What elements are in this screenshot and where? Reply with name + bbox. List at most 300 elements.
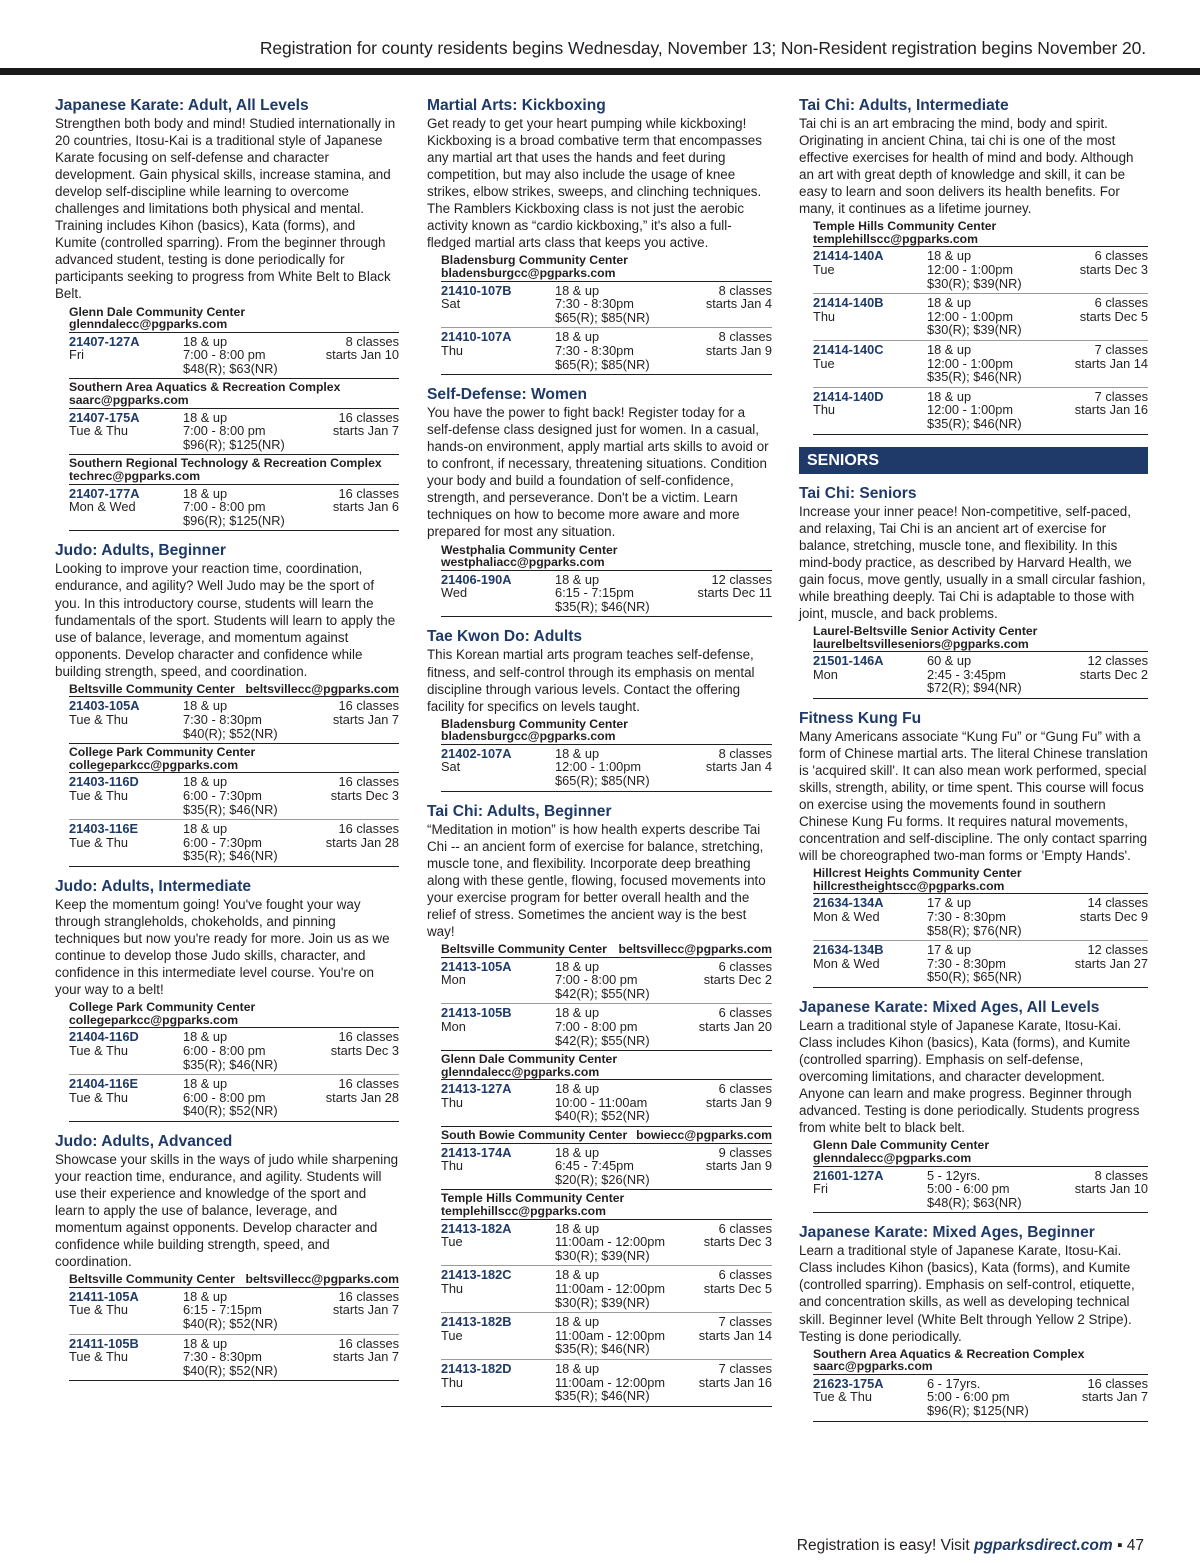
course-code[interactable]: 21411-105A [69, 1288, 139, 1304]
class-days: Thu [441, 1094, 464, 1110]
course-code[interactable]: 21410-107A [441, 329, 512, 345]
class-age: 18 & up [555, 1314, 600, 1330]
location-email-link[interactable]: glenndalecc@pgparks.com [441, 1064, 600, 1079]
class-days: Wed [441, 585, 468, 601]
location-email-link[interactable]: techrec@pgparks.com [69, 469, 201, 484]
class-row [813, 247, 1148, 294]
class-schedule-cell [706, 1082, 772, 1123]
location-header [441, 544, 772, 571]
location-name: Southern Area Aquatics & Recreation Complex [69, 380, 341, 395]
class-detail-cell [555, 1362, 699, 1403]
class-age: 18 & up [927, 295, 972, 311]
class-count: 6 classes [718, 1081, 772, 1097]
class-schedule-cell [333, 1290, 399, 1331]
class-count: 12 classes [1087, 942, 1148, 958]
class-age: 18 & up [555, 1220, 600, 1236]
class-time: 7:30 - 8:30pm [555, 342, 634, 358]
program-section [427, 627, 772, 791]
location-name: Bladensburg Community Center [441, 716, 628, 731]
class-start: starts Dec 3 [703, 1234, 772, 1250]
location-email-link[interactable]: collegeparkcc@pgparks.com [69, 757, 239, 772]
location-email-link[interactable]: beltsvillecc@pgparks.com [245, 681, 399, 696]
course-code[interactable]: 21407-175A [69, 409, 140, 425]
course-code[interactable]: 21407-177A [69, 485, 140, 501]
class-count: 6 classes [718, 958, 772, 974]
class-age: 18 & up [555, 1360, 600, 1376]
location-email-link[interactable]: westphaliacc@pgparks.com [441, 555, 605, 570]
class-days: Mon & Wed [813, 909, 880, 925]
program-description: Tai chi is an art embracing the mind, body and spirit. Originating in ancient China, tai chi is one of the most effective exercises for health of mind and body. Although an art with great depth of knowledge and skill, it can be easy to learn and soon delivers its health benefits. For many, it continues as a lifetime journey. [799, 116, 1134, 217]
class-row [69, 820, 399, 867]
class-schedule-cell [704, 960, 772, 1001]
location-email-link[interactable]: bladensburgcc@pgparks.com [441, 729, 616, 744]
class-row [69, 773, 399, 820]
class-fee: $40(R); $52(NR) [183, 1362, 278, 1378]
course-code[interactable]: 21403-116D [69, 774, 139, 790]
location-block [441, 544, 772, 618]
location-block [69, 683, 399, 744]
class-time: 12:00 - 1:00pm [927, 355, 1014, 371]
program-title: Self-Defense: Women [427, 386, 588, 404]
class-start: starts Dec 9 [1079, 909, 1148, 925]
column-right [799, 94, 1148, 1432]
class-age: 18 & up [555, 329, 600, 345]
class-time: 5:00 - 6:00 pm [927, 1389, 1010, 1405]
program-section [799, 709, 1148, 988]
class-detail-cell [555, 1082, 706, 1123]
course-code[interactable]: 21413-105B [441, 1005, 512, 1021]
program-section [427, 385, 772, 617]
course-code[interactable]: 21634-134B [813, 942, 884, 958]
column-middle [427, 94, 772, 1417]
class-time: 11:00am - 12:00pm [555, 1281, 666, 1297]
footer-url-link[interactable]: pgparksdirect.com [973, 1537, 1113, 1554]
class-count: 7 classes [718, 1360, 772, 1376]
location-block [69, 746, 399, 867]
class-fee: $40(R); $52(NR) [183, 725, 278, 741]
class-days: Tue & Thu [69, 834, 129, 850]
class-fee: $30(R); $39(NR) [927, 275, 1022, 291]
class-days: Sat [441, 759, 461, 775]
class-time: 7:30 - 8:30pm [927, 955, 1006, 971]
location-name: Glenn Dale Community Center [69, 304, 246, 319]
class-time: 6:00 - 7:30pm [183, 787, 262, 803]
class-schedule-cell [326, 822, 399, 863]
class-row [441, 1144, 772, 1191]
class-code-cell [813, 343, 927, 384]
class-schedule-cell [706, 1146, 772, 1187]
class-row [69, 333, 399, 380]
class-detail-cell [555, 747, 706, 788]
class-detail-cell [555, 1315, 699, 1356]
class-time: 7:00 - 8:00 pm [183, 499, 266, 515]
class-schedule-cell [698, 573, 772, 614]
location-email-link[interactable]: collegeparkcc@pgparks.com [69, 1012, 239, 1027]
course-code[interactable]: 21414-140C [813, 342, 884, 358]
class-schedule-cell [1075, 343, 1148, 384]
course-code[interactable]: 21413-182D [441, 1360, 512, 1376]
location-block [441, 1192, 772, 1406]
class-time: 6:00 - 8:00 pm [183, 1089, 266, 1105]
location-email-link[interactable]: saarc@pgparks.com [813, 1359, 933, 1374]
class-schedule-cell [333, 1337, 399, 1378]
location-email-link[interactable]: templehillscc@pgparks.com [441, 1204, 606, 1219]
class-detail-cell [555, 1006, 699, 1047]
column-left [55, 94, 399, 1391]
class-start: starts Jan 9 [705, 342, 772, 358]
class-start: starts Jan 7 [332, 1302, 399, 1318]
class-detail-cell [183, 487, 333, 528]
program-section [55, 541, 399, 866]
course-code[interactable]: 21403-105A [69, 698, 140, 714]
location-header [441, 943, 772, 958]
class-days: Mon & Wed [813, 955, 880, 971]
course-code[interactable]: 21404-116E [69, 1076, 139, 1092]
class-count: 16 classes [338, 1335, 399, 1351]
program-section [55, 877, 399, 1122]
class-fee: $65(R); $85(NR) [555, 309, 650, 325]
class-row [69, 1075, 399, 1122]
class-code-cell [441, 1082, 555, 1123]
class-fee: $40(R); $52(NR) [183, 1316, 278, 1332]
class-days: Tue [441, 1327, 463, 1343]
class-count: 8 classes [718, 282, 772, 298]
class-days: Thu [441, 1158, 464, 1174]
class-detail-cell [927, 896, 1080, 937]
program-description: Learn a traditional style of Japanese Karate, Itosu-Kai. Class includes Kihon (basics), Kata (forms), and Kumite (controlled sparring). Emphasis on self-defense, overcoming limitations, and character development. Anyone can learn and make progress. Beginner through advanced. Testing is done periodically. Students progress from white belt to black belt. [799, 1018, 1140, 1136]
location-name: Beltsville Community Center [69, 1272, 235, 1287]
class-count: 7 classes [1094, 388, 1148, 404]
location-name: Laurel-Beltsville Senior Activity Center [813, 623, 1038, 638]
class-time: 12:00 - 1:00pm [927, 262, 1014, 278]
program-title: Japanese Karate: Mixed Ages, Beginner [799, 1224, 1095, 1242]
class-detail-cell [183, 1077, 326, 1118]
class-age: 6 - 17yrs. [927, 1375, 981, 1391]
location-block [813, 625, 1148, 699]
class-detail-cell [927, 1377, 1082, 1418]
class-row [69, 1335, 399, 1382]
program-title: Judo: Adults, Beginner [55, 542, 226, 560]
location-email-link[interactable]: laurelbeltsvilleseniors@pgparks.com [813, 636, 1029, 651]
class-code-cell [69, 1030, 183, 1071]
course-code[interactable]: 21404-116D [69, 1029, 139, 1045]
location-name: South Bowie Community Center [441, 1128, 628, 1143]
class-days: Mon [813, 666, 838, 682]
class-row [813, 1167, 1148, 1214]
class-code-cell [813, 249, 927, 290]
class-start: starts Jan 14 [1074, 355, 1148, 371]
class-start: starts Dec 2 [1079, 666, 1148, 682]
course-code[interactable]: 21501-146A [813, 653, 884, 669]
course-code[interactable]: 21413-182B [441, 1314, 512, 1330]
location-block [69, 381, 399, 455]
class-row [69, 409, 399, 456]
program-description: This Korean martial arts program teaches self-defense, fitness, and self-control through its emphasis on mental discipline through various levels. Contact the offering facility for specifics on levels taught. [427, 647, 755, 714]
course-code[interactable]: 21413-182C [441, 1267, 512, 1283]
class-age: 18 & up [183, 1288, 228, 1304]
class-schedule-cell [333, 487, 399, 528]
location-header [441, 718, 772, 745]
class-detail-cell [183, 1030, 331, 1071]
program-title: Judo: Adults, Intermediate [55, 877, 252, 895]
class-age: 60 & up [927, 653, 972, 669]
class-row [441, 958, 772, 1005]
class-age: 18 & up [183, 1335, 228, 1351]
class-age: 18 & up [183, 333, 228, 349]
location-block [441, 718, 772, 792]
class-start: starts Jan 7 [332, 711, 399, 727]
course-code[interactable]: 21403-116E [69, 821, 139, 837]
class-row [69, 1028, 399, 1075]
class-code-cell [69, 775, 183, 816]
class-fee: $35(R); $46(NR) [927, 369, 1022, 385]
class-start: starts Jan 20 [698, 1018, 772, 1034]
class-fee: $96(R); $125(NR) [183, 512, 285, 528]
class-fee: $65(R); $85(NR) [555, 773, 650, 789]
class-detail-cell [555, 330, 706, 371]
program-description: You have the power to fight back! Register today for a self-defense class designed just for women. In a casual, hands-on environment, apply martial arts skills to avoid or to confront, if necessary, threatening situations. Condition your body and build a foundation of self-confidence, strength, and perseverance. Don't be a victim. Learn techniques on how to become more aware and more prepared for most any situation. [427, 405, 769, 540]
class-start: starts Dec 3 [1079, 262, 1148, 278]
class-detail-cell [927, 296, 1080, 337]
class-time: 12:00 - 1:00pm [555, 759, 642, 775]
class-code-cell [813, 390, 927, 431]
class-days: Thu [813, 402, 836, 418]
registration-notice: Registration for county residents begins Wednesday, November 13; Non-Resident registration begins November 20. [259, 38, 1146, 58]
class-detail-cell [183, 775, 331, 816]
course-code[interactable]: 21413-182A [441, 1220, 512, 1236]
class-code-cell [69, 699, 183, 740]
location-header [69, 1273, 399, 1288]
course-code[interactable]: 21406-190A [441, 571, 512, 587]
class-days: Mon [441, 972, 466, 988]
class-start: starts Jan 7 [1081, 1389, 1148, 1405]
course-code[interactable]: 21414-140D [813, 388, 884, 404]
class-fee: $35(R); $46(NR) [183, 1056, 278, 1072]
location-email-link[interactable]: templehillscc@pgparks.com [813, 231, 978, 246]
class-days: Tue & Thu [69, 1302, 129, 1318]
location-name: Temple Hills Community Center [813, 219, 997, 234]
class-fee: $42(R); $55(NR) [555, 985, 650, 1001]
course-code[interactable]: 21623-175A [813, 1375, 884, 1391]
class-time: 6:15 - 7:15pm [555, 585, 634, 601]
location-header [441, 254, 772, 281]
class-detail-cell [927, 249, 1080, 290]
location-header [69, 306, 399, 333]
class-days: Tue & Thu [69, 1089, 129, 1105]
class-days: Fri [813, 1181, 828, 1197]
class-age: 18 & up [183, 1029, 228, 1045]
class-detail-cell [555, 1268, 704, 1309]
class-fee: $20(R); $26(NR) [555, 1171, 650, 1187]
class-count: 7 classes [1094, 342, 1148, 358]
location-block [813, 867, 1148, 988]
class-count: 16 classes [338, 485, 399, 501]
location-email-link[interactable]: bladensburgcc@pgparks.com [441, 265, 616, 280]
course-code[interactable]: 21407-127A [69, 333, 140, 349]
class-row [441, 1313, 772, 1360]
class-age: 18 & up [927, 248, 972, 264]
class-fee: $35(R); $46(NR) [183, 801, 278, 817]
class-start: starts Jan 4 [705, 759, 772, 775]
class-days: Tue [441, 1234, 463, 1250]
course-code[interactable]: 21414-140A [813, 248, 884, 264]
class-age: 18 & up [555, 958, 600, 974]
class-count: 16 classes [338, 774, 399, 790]
class-fee: $48(R); $63(NR) [927, 1194, 1022, 1210]
class-schedule-cell [1080, 896, 1148, 937]
class-age: 5 - 12yrs. [927, 1167, 981, 1183]
class-time: 6:15 - 7:15pm [183, 1302, 262, 1318]
program-description: Increase your inner peace! Non-competitive, self-paced, and relaxing, Tai Chi is an ancient art of exercise for balance, stretching, muscle tone, and flexibility. In this mind-body practice, as described by Harvard Health, we gain focus, move gently, usually in a small circular fashion, while breathing deeply. Tai Chi is adaptable to those with joint, muscle, and back problems. [799, 503, 1146, 621]
class-code-cell [441, 330, 555, 371]
location-block [441, 1129, 772, 1190]
class-code-cell [441, 1146, 555, 1187]
class-code-cell [441, 1006, 555, 1047]
class-detail-cell [183, 1337, 333, 1378]
class-schedule-cell [706, 330, 772, 371]
class-count: 16 classes [338, 1029, 399, 1045]
program-section [799, 484, 1148, 699]
class-count: 8 classes [718, 745, 772, 761]
class-detail-cell [927, 390, 1075, 431]
class-row [813, 388, 1148, 435]
course-code[interactable]: 21413-105A [441, 958, 512, 974]
class-days: Tue & Thu [69, 1349, 129, 1365]
location-email-link[interactable]: glenndalecc@pgparks.com [813, 1150, 972, 1165]
class-start: starts Jan 6 [332, 499, 399, 515]
class-fee: $30(R); $39(NR) [555, 1294, 650, 1310]
class-code-cell [813, 896, 927, 937]
class-row [813, 294, 1148, 341]
class-row [813, 341, 1148, 388]
class-fee: $96(R); $125(NR) [927, 1402, 1029, 1418]
location-header [813, 220, 1148, 247]
class-code-cell [69, 1337, 183, 1378]
class-code-cell [441, 1315, 555, 1356]
location-name: Glenn Dale Community Center [441, 1052, 618, 1067]
program-title: Judo: Adults, Advanced [55, 1132, 233, 1150]
class-time: 7:00 - 8:00 pm [183, 423, 266, 439]
location-header [813, 625, 1148, 652]
class-days: Thu [813, 308, 836, 324]
class-days: Tue & Thu [69, 787, 129, 803]
location-email-link[interactable]: beltsvillecc@pgparks.com [245, 1272, 399, 1287]
course-code[interactable]: 21601-127A [813, 1167, 884, 1183]
location-email-link[interactable]: bowiecc@pgparks.com [636, 1128, 772, 1143]
location-block [69, 1001, 399, 1122]
class-count: 6 classes [1094, 295, 1148, 311]
class-count: 8 classes [345, 333, 399, 349]
class-count: 12 classes [1087, 653, 1148, 669]
class-code-cell [441, 573, 555, 614]
location-email-link[interactable]: beltsvillecc@pgparks.com [618, 941, 772, 956]
location-email-link[interactable]: saarc@pgparks.com [69, 393, 189, 408]
class-count: 14 classes [1087, 895, 1148, 911]
class-time: 2:45 - 3:45pm [927, 666, 1006, 682]
class-fee: $48(R); $63(NR) [183, 360, 278, 376]
class-age: 18 & up [183, 821, 228, 837]
class-start: starts Jan 9 [705, 1094, 772, 1110]
class-fee: $72(R); $94(NR) [927, 680, 1022, 696]
class-time: 11:00am - 12:00pm [555, 1327, 666, 1343]
class-code-cell [69, 1077, 183, 1118]
class-fee: $65(R); $85(NR) [555, 356, 650, 372]
class-time: 6:00 - 8:00 pm [183, 1042, 266, 1058]
location-email-link[interactable]: glenndalecc@pgparks.com [69, 317, 228, 332]
class-detail-cell [927, 943, 1075, 984]
program-section [427, 802, 772, 1407]
class-age: 18 & up [555, 1267, 600, 1283]
class-fee: $30(R); $39(NR) [555, 1247, 650, 1263]
program-title: Tai Chi: Adults, Intermediate [799, 97, 1009, 114]
class-days: Tue & Thu [69, 423, 129, 439]
header-rule [0, 68, 1200, 75]
class-row [813, 894, 1148, 941]
class-count: 12 classes [711, 571, 772, 587]
class-fee: $40(R); $52(NR) [183, 1103, 278, 1119]
class-days: Thu [441, 342, 464, 358]
location-header [441, 1053, 772, 1080]
class-code-cell [441, 1362, 555, 1403]
class-code-cell [69, 822, 183, 863]
course-code[interactable]: 21634-134A [813, 895, 884, 911]
class-detail-cell [183, 699, 333, 740]
class-row [69, 1288, 399, 1335]
seniors-section-band: SENIORS [799, 447, 1148, 474]
class-code-cell [813, 654, 927, 695]
location-header [441, 1129, 772, 1144]
program-description: Get ready to get your heart pumping while kickboxing! Kickboxing is a broad combative term that encompasses any martial art that uses the hands and feet during competition, but may also include the usage of knee strikes, elbow strikes, sweeps, and clinching techniques. The Ramblers Kickboxing class is not just the aerobic activity known as “cardio kickboxing,” it's also a full-fledged martial arts class that keeps you active. [427, 116, 762, 251]
class-schedule-cell [331, 775, 399, 816]
location-name: Temple Hills Community Center [441, 1191, 625, 1206]
class-row [441, 1004, 772, 1051]
location-email-link[interactable]: hillcrestheightscc@pgparks.com [813, 878, 1005, 893]
location-block [69, 306, 399, 380]
program-section [799, 998, 1148, 1213]
class-schedule-cell [1075, 1169, 1148, 1210]
course-code[interactable]: 21413-174A [441, 1144, 512, 1160]
class-schedule-cell [699, 1362, 772, 1403]
class-start: starts Jan 7 [332, 423, 399, 439]
course-code[interactable]: 21411-105B [69, 1335, 139, 1351]
class-start: starts Jan 10 [325, 347, 399, 363]
class-age: 18 & up [927, 388, 972, 404]
location-block [441, 254, 772, 375]
course-code[interactable]: 21413-127A [441, 1081, 512, 1097]
course-code[interactable]: 21414-140B [813, 295, 884, 311]
program-title: Tai Chi: Seniors [799, 484, 917, 502]
course-code[interactable]: 21410-107B [441, 282, 512, 298]
program-description: Showcase your skills in the ways of judo while sharpening your reaction time, endurance, and agility. Students will use their experience and knowledge of the sport and learn to apply the use of balance, leverage, and momentum against opponents. Develop character and confidence while building strength, speed, and coordination. [55, 1151, 399, 1270]
location-block [69, 457, 399, 531]
class-code-cell [441, 1268, 555, 1309]
program-section [799, 96, 1148, 435]
course-code[interactable]: 21402-107A [441, 745, 512, 761]
class-time: 6:00 - 7:30pm [183, 834, 262, 850]
class-detail-cell [927, 654, 1080, 695]
class-schedule-cell [331, 1030, 399, 1071]
location-header [69, 381, 399, 408]
class-detail-cell [183, 1290, 333, 1331]
location-name: College Park Community Center [69, 745, 256, 760]
class-row [441, 745, 772, 792]
class-row [441, 1220, 772, 1267]
program-title: Tae Kwon Do: Adults [427, 628, 583, 646]
class-start: starts Jan 28 [325, 1089, 399, 1105]
class-schedule-cell [699, 1006, 772, 1047]
location-name: Bladensburg Community Center [441, 253, 628, 268]
class-schedule-cell [1075, 943, 1148, 984]
